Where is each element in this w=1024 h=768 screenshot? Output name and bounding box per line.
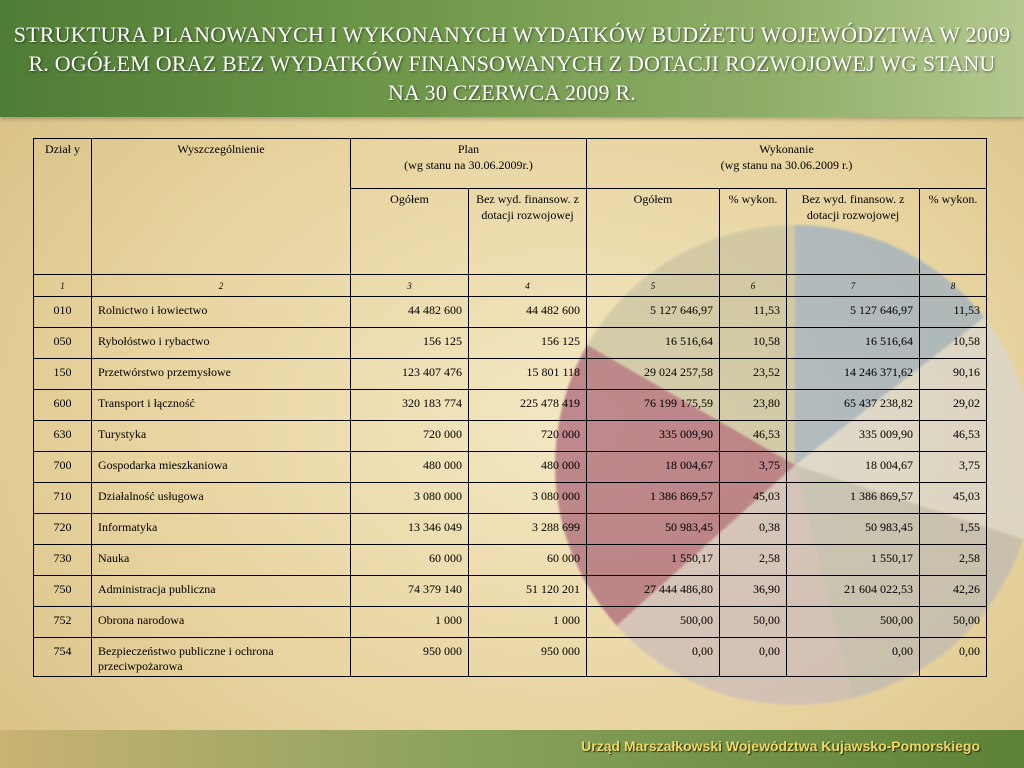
footer-institution: Urząd Marszałkowski Województwa Kujawsko-Pomorskiego: [581, 738, 980, 754]
cell-wyk-pct-1: 46,53: [720, 421, 787, 452]
cell-plan-ogolem: 950 000: [351, 638, 469, 677]
cell-dzial: 754: [34, 638, 92, 677]
header-wykonanie-sub: (wg stanu na 30.06.2009 r.): [720, 158, 853, 172]
header-wyk-bez-dotacji: Bez wyd. finansow. z dotacji rozwojowej: [787, 189, 920, 275]
cell-wyszczegolnienie: Nauka: [92, 545, 351, 576]
cell-wyk-pct-2: 0,00: [920, 638, 987, 677]
cell-wyk-bez-dotacji: 16 516,64: [787, 328, 920, 359]
cell-wyk-bez-dotacji: 1 550,17: [787, 545, 920, 576]
table-row: [34, 545, 987, 576]
col-number: 5: [587, 275, 720, 297]
cell-wyk-pct-2: 10,58: [920, 328, 987, 359]
cell-wyszczegolnienie: Turystyka: [92, 421, 351, 452]
cell-dzial: 710: [34, 483, 92, 514]
cell-dzial: 010: [34, 297, 92, 328]
cell-plan-bez-dotacji: 225 478 419: [469, 390, 587, 421]
cell-wyk-pct-2: 29,02: [920, 390, 987, 421]
column-number-row: [34, 275, 987, 297]
cell-wyk-ogolem: 1 386 869,57: [587, 483, 720, 514]
cell-wyk-pct-2: 1,55: [920, 514, 987, 545]
header-wykonanie-label: Wykonanie: [759, 142, 814, 156]
cell-plan-bez-dotacji: 480 000: [469, 452, 587, 483]
cell-wyk-pct-1: 23,80: [720, 390, 787, 421]
table-row: [34, 638, 987, 677]
cell-wyszczegolnienie: Administracja publiczna: [92, 576, 351, 607]
cell-wyszczegolnienie: Transport i łączność: [92, 390, 351, 421]
cell-wyk-bez-dotacji: 335 009,90: [787, 421, 920, 452]
cell-plan-ogolem: 123 407 476: [351, 359, 469, 390]
table-row: [34, 607, 987, 638]
header-plan-sub: (wg stanu na 30.06.2009r.): [404, 158, 533, 172]
cell-dzial: 720: [34, 514, 92, 545]
cell-plan-bez-dotacji: 51 120 201: [469, 576, 587, 607]
cell-wyszczegolnienie: Rolnictwo i łowiectwo: [92, 297, 351, 328]
cell-plan-bez-dotacji: 60 000: [469, 545, 587, 576]
cell-dzial: 752: [34, 607, 92, 638]
cell-dzial: 630: [34, 421, 92, 452]
cell-wyk-pct-2: 50,00: [920, 607, 987, 638]
cell-wyszczegolnienie: Bezpieczeństwo publiczne i ochrona przeciwpożarowa: [92, 638, 351, 677]
cell-wyk-pct-2: 3,75: [920, 452, 987, 483]
cell-wyk-pct-1: 2,58: [720, 545, 787, 576]
cell-plan-bez-dotacji: 15 801 118: [469, 359, 587, 390]
header-wyk-ogolem: Ogółem: [587, 189, 720, 275]
cell-wyk-bez-dotacji: 18 004,67: [787, 452, 920, 483]
cell-wyk-ogolem: 18 004,67: [587, 452, 720, 483]
cell-wyszczegolnienie: Obrona narodowa: [92, 607, 351, 638]
cell-wyk-pct-1: 0,38: [720, 514, 787, 545]
cell-wyk-pct-1: 0,00: [720, 638, 787, 677]
table-row: [34, 452, 987, 483]
cell-wyszczegolnienie: Działalność usługowa: [92, 483, 351, 514]
cell-wyk-pct-2: 46,53: [920, 421, 987, 452]
cell-wyk-pct-1: 10,58: [720, 328, 787, 359]
cell-dzial: 700: [34, 452, 92, 483]
cell-wyk-pct-2: 42,26: [920, 576, 987, 607]
header-plan-label: Plan: [457, 142, 480, 156]
header-dzialy: Dział y: [34, 139, 92, 275]
cell-plan-bez-dotacji: 44 482 600: [469, 297, 587, 328]
col-number: 2: [92, 275, 351, 297]
header-plan: [351, 139, 587, 189]
cell-plan-bez-dotacji: 1 000: [469, 607, 587, 638]
table-row: [34, 576, 987, 607]
cell-wyk-bez-dotacji: 0,00: [787, 638, 920, 677]
cell-wyk-ogolem: 335 009,90: [587, 421, 720, 452]
cell-plan-ogolem: 720 000: [351, 421, 469, 452]
col-number: 4: [469, 275, 587, 297]
col-number: 1: [34, 275, 92, 297]
col-number: 8: [920, 275, 987, 297]
cell-wyk-pct-1: 11,53: [720, 297, 787, 328]
table-row: [34, 297, 987, 328]
cell-wyk-pct-2: 11,53: [920, 297, 987, 328]
table-row: [34, 514, 987, 545]
cell-wyk-ogolem: 1 550,17: [587, 545, 720, 576]
cell-wyk-ogolem: 5 127 646,97: [587, 297, 720, 328]
budget-table: [33, 138, 987, 677]
cell-wyk-pct-1: 3,75: [720, 452, 787, 483]
cell-plan-ogolem: 320 183 774: [351, 390, 469, 421]
cell-plan-ogolem: 44 482 600: [351, 297, 469, 328]
cell-plan-ogolem: 3 080 000: [351, 483, 469, 514]
cell-plan-ogolem: 156 125: [351, 328, 469, 359]
cell-wyk-pct-1: 36,90: [720, 576, 787, 607]
cell-wyk-bez-dotacji: 65 437 238,82: [787, 390, 920, 421]
cell-wyszczegolnienie: Przetwórstwo przemysłowe: [92, 359, 351, 390]
cell-plan-bez-dotacji: 720 000: [469, 421, 587, 452]
cell-wyk-ogolem: 500,00: [587, 607, 720, 638]
header-wyszczegolnienie: Wyszczególnienie: [92, 139, 351, 275]
cell-wyk-ogolem: 27 444 486,80: [587, 576, 720, 607]
header-wyk-pct-1: % wykon.: [720, 189, 787, 275]
cell-wyk-pct-2: 2,58: [920, 545, 987, 576]
cell-wyk-ogolem: 16 516,64: [587, 328, 720, 359]
cell-plan-bez-dotacji: 950 000: [469, 638, 587, 677]
table-row: [34, 421, 987, 452]
cell-wyk-pct-1: 23,52: [720, 359, 787, 390]
cell-wyk-ogolem: 50 983,45: [587, 514, 720, 545]
cell-wyszczegolnienie: Gospodarka mieszkaniowa: [92, 452, 351, 483]
table-row: [34, 483, 987, 514]
table-row: [34, 390, 987, 421]
header-wykonanie: [587, 139, 987, 189]
cell-wyk-bez-dotacji: 5 127 646,97: [787, 297, 920, 328]
cell-plan-bez-dotacji: 3 288 699: [469, 514, 587, 545]
cell-wyszczegolnienie: Rybołóstwo i rybactwo: [92, 328, 351, 359]
cell-wyk-ogolem: 0,00: [587, 638, 720, 677]
cell-wyk-bez-dotacji: 21 604 022,53: [787, 576, 920, 607]
cell-plan-ogolem: 13 346 049: [351, 514, 469, 545]
cell-plan-ogolem: 480 000: [351, 452, 469, 483]
cell-wyk-bez-dotacji: 14 246 371,62: [787, 359, 920, 390]
cell-dzial: 750: [34, 576, 92, 607]
budget-table-container: [33, 138, 987, 677]
cell-dzial: 050: [34, 328, 92, 359]
col-number: 7: [787, 275, 920, 297]
header-plan-bez-dotacji: Bez wyd. finansow. z dotacji rozwojowej: [469, 189, 587, 275]
cell-plan-bez-dotacji: 3 080 000: [469, 483, 587, 514]
cell-wyk-ogolem: 76 199 175,59: [587, 390, 720, 421]
cell-wyk-pct-2: 90,16: [920, 359, 987, 390]
cell-dzial: 150: [34, 359, 92, 390]
table-row: [34, 359, 987, 390]
header-wyk-pct-2: % wykon.: [920, 189, 987, 275]
cell-plan-ogolem: 60 000: [351, 545, 469, 576]
cell-wyk-bez-dotacji: 1 386 869,57: [787, 483, 920, 514]
cell-plan-ogolem: 74 379 140: [351, 576, 469, 607]
cell-plan-ogolem: 1 000: [351, 607, 469, 638]
cell-wyk-ogolem: 29 024 257,58: [587, 359, 720, 390]
cell-wyk-pct-1: 45,03: [720, 483, 787, 514]
table-row: [34, 328, 987, 359]
slide-title: STRUKTURA PLANOWANYCH I WYKONANYCH WYDATKÓW BUDŻETU WOJEWÓDZTWA W 2009 R. OGÓŁEM ORAZ BEZ WYDATKÓW FINANSOWANYCH Z DOTACJI ROZWOJOWEJ WG STANU NA 30 CZERWCA 2009 R.: [13, 22, 1011, 105]
cell-wyk-pct-2: 45,03: [920, 483, 987, 514]
cell-plan-bez-dotacji: 156 125: [469, 328, 587, 359]
table-body: [34, 297, 987, 677]
cell-wyszczegolnienie: Informatyka: [92, 514, 351, 545]
cell-dzial: 600: [34, 390, 92, 421]
col-number: 6: [720, 275, 787, 297]
cell-wyk-bez-dotacji: 500,00: [787, 607, 920, 638]
header-plan-ogolem: Ogółem: [351, 189, 469, 275]
cell-dzial: 730: [34, 545, 92, 576]
col-number: 3: [351, 275, 469, 297]
cell-wyk-bez-dotacji: 50 983,45: [787, 514, 920, 545]
cell-wyk-pct-1: 50,00: [720, 607, 787, 638]
